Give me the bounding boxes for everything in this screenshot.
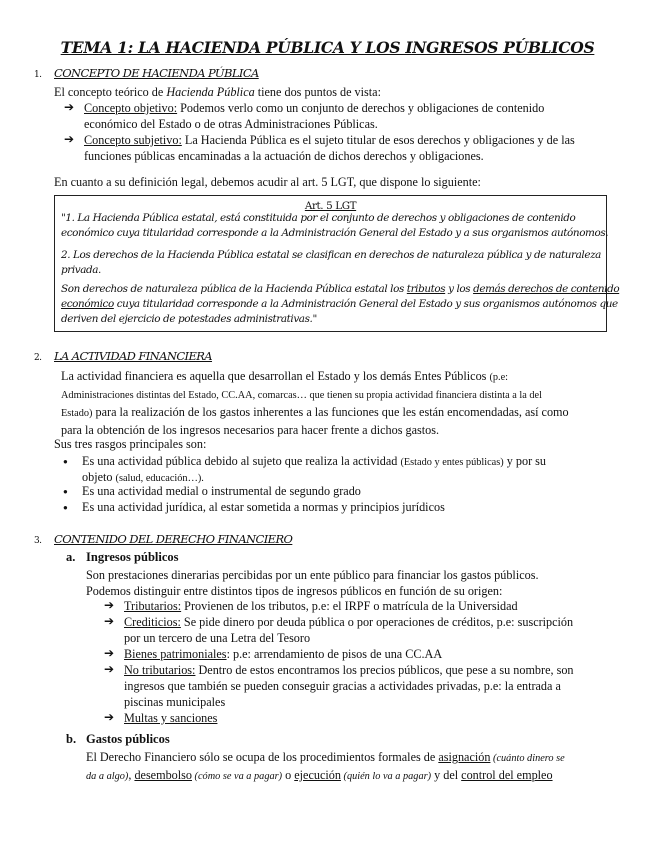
section-3-heading: 3. CONTENIDO DEL DERECHO FINANCIERO <box>34 532 293 546</box>
page-title: TEMA 1: LA HACIENDA PÚBLICA Y LOS INGRESOS PÚBLICOS <box>60 38 595 57</box>
arrow-icon: ➔ <box>64 132 75 146</box>
list-item: ➔ Concepto subjetivo: La Hacienda Pública es el sujeto titular de esos derechos y obligaciones y de las funciones públicas encaminadas a la actuación de dichos derechos y obligaciones. <box>64 132 575 163</box>
subsection-a-title: a. Ingresos públicos <box>66 550 179 564</box>
list-item: ➔ No tributarios: Dentro de estos encontramos los precios públicos, que pese a su nombre, son ingresos que también se pueden conseguir gracias a actividades privadas, p.e: la entrada a piscinas municipales <box>104 662 574 709</box>
bullet-icon: ● <box>63 457 68 466</box>
box-heading: Art. 5 LGT <box>304 200 357 212</box>
subsection-b-text: El Derecho Financiero sólo se ocupa de los procedimientos formales de asignación (cuánto dinero se da a algo), desembolso (cómo se va a pagar) o ejecución (quién lo va a pagar) y del control del empleo <box>86 750 565 782</box>
legal-definition-text: En cuanto a su definición legal, debemos acudir al art. 5 LGT, que dispone lo siguiente: <box>54 175 481 189</box>
list-item: ● Es una actividad medial o instrumental de segundo grado <box>63 484 361 498</box>
list-item: ➔ Multas y sanciones <box>104 710 218 725</box>
box-paragraph-1: "1. La Hacienda Pública estatal, está constituida por el conjunto de derechos y obligaciones de contenido económico cuya titularidad corresponde a la Administración General del Estado y a sus organismos autónomos. <box>61 212 609 239</box>
arrow-icon: ➔ <box>104 646 115 660</box>
box-paragraph-3: Son derechos de naturaleza pública de la Hacienda Pública estatal los tributos y los demás derechos de contenido económico cuya titularidad corresponde a la Administración General del Estado y sus organismos autónomos que deriven del ejercicio de potestades administrativas." <box>61 283 620 325</box>
section-2-heading: 2. LA ACTIVIDAD FINANCIERA <box>34 349 213 363</box>
list-item: ➔ Tributarios: Provienen de los tributos, p.e: el IRPF o matrícula de la Universidad <box>104 598 518 613</box>
box-paragraph-2: 2. Los derechos de la Hacienda Pública estatal se clasifican en derechos de naturaleza pública y de naturaleza privada. <box>61 249 601 276</box>
list-item: ➔ Crediticios: Se pide dinero por deuda pública o por operaciones de créditos, p.e: suscripción por un tercero de una Letra del Tesoro <box>104 614 574 645</box>
bullet-icon: ● <box>63 503 68 512</box>
subsection-b-title: b. Gastos públicos <box>66 732 170 746</box>
list-item: ● Es una actividad pública debido al sujeto que realiza la actividad (Estado y entes públicas) y por su objeto (salud, educación…). <box>63 454 547 484</box>
list-item: ● Es una actividad jurídica, al estar sometida a normas y principios jurídicos <box>63 500 445 514</box>
arrow-icon: ➔ <box>104 614 115 628</box>
section-2-paragraph: La actividad financiera es aquella que desarrollan el Estado y los demás Entes Públicos (p.e: Administraciones distintas del Estado, CC.AA, comarcas… que tienen su propia actividad financiera distinta a la del Estado) para la realización de los gastos inherentes a las funciones que les están encomendadas, así como para la obtención de los ingresos necesarios para hacer frente a dichos gastos. <box>61 369 569 437</box>
list-item: ➔ Concepto objetivo: Podemos verlo como un conjunto de derechos y obligaciones de contenido económico del Estado o de otras Administraciones Públicas. <box>64 100 545 131</box>
section-1-heading: 1. CONCEPTO DE HACIENDA PÚBLICA <box>34 66 259 80</box>
traits-intro: Sus tres rasgos principales son: <box>54 437 207 451</box>
list-item: ➔ Bienes patrimoniales: p.e: arrendamiento de pisos de una CC.AA <box>104 646 443 661</box>
subsection-a-text: Son prestaciones dinerarias percibidas por un ente público para financiar los gastos públicos. Podemos distinguir entre distintos tipos de ingresos públicos en función de su origen: <box>86 568 539 598</box>
bullet-icon: ● <box>63 487 68 496</box>
arrow-icon: ➔ <box>104 662 115 676</box>
arrow-icon: ➔ <box>104 598 115 612</box>
section-1-intro: El concepto teórico de Hacienda Pública tiene dos puntos de vista: <box>54 85 381 99</box>
arrow-icon: ➔ <box>64 100 75 114</box>
arrow-icon: ➔ <box>104 710 115 724</box>
